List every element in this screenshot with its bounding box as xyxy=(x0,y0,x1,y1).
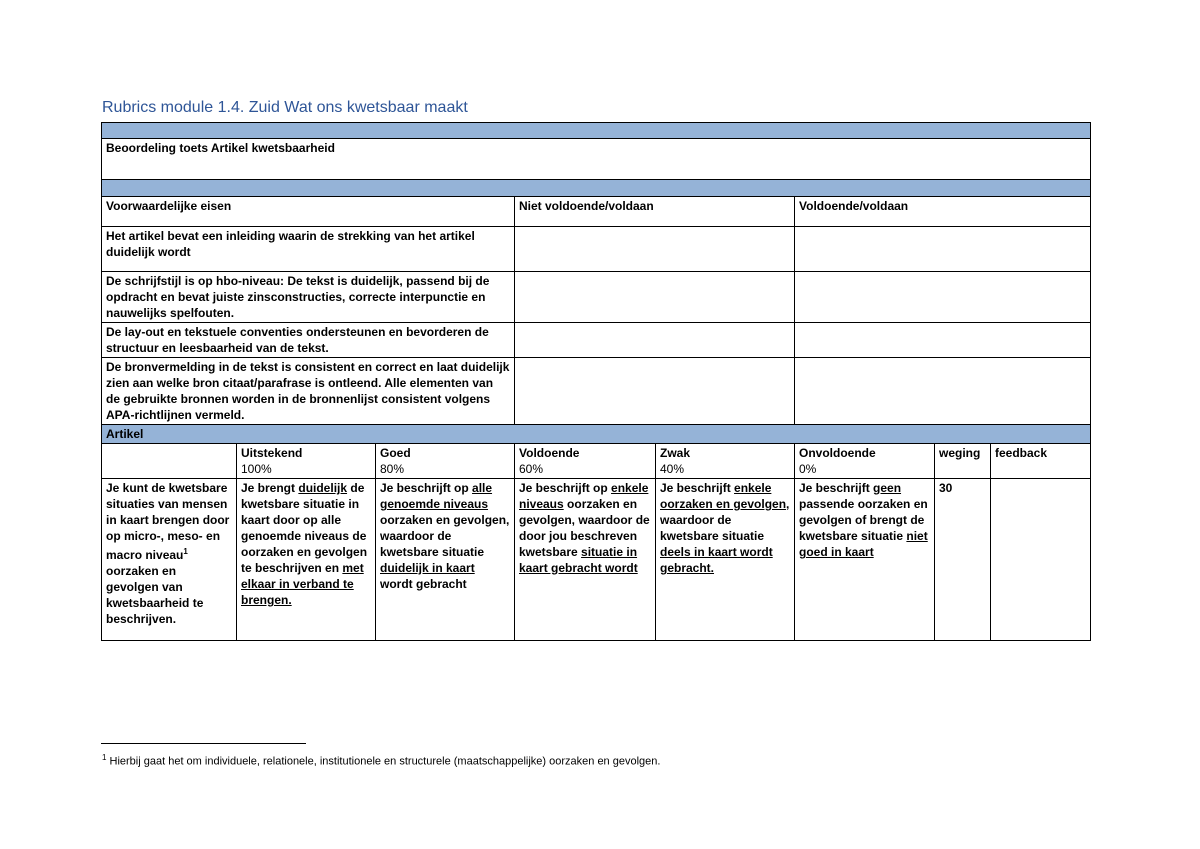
descriptor-uitstekend[interactable] xyxy=(237,479,376,641)
descriptor-text: , waardoor de kwetsbare situatie xyxy=(660,497,790,543)
requirement-text: De schrijfstijl is op hbo-niveau: De tekst is duidelijk, passend bij de opdracht en bevat juiste zinsconstructies, correcte interpunctie en nauwelijks spelfouten. xyxy=(102,272,515,323)
level-pct: 0% xyxy=(799,462,817,476)
header-band-top xyxy=(102,123,1091,139)
descriptor-zwak[interactable] xyxy=(656,479,795,641)
descriptor-emphasis: geen xyxy=(873,481,902,495)
requirement-text: Het artikel bevat een inleiding waarin de strekking van het artikel duidelijk wordt xyxy=(102,227,515,272)
descriptor-text: Je beschrijft xyxy=(660,481,735,495)
descriptor-text: Je beschrijft op xyxy=(519,481,612,495)
section-row xyxy=(102,425,1091,444)
descriptor-emphasis: enkele niveaus xyxy=(519,481,649,511)
descriptor-onvoldoende[interactable] xyxy=(795,479,935,641)
not-sufficient-cell[interactable] xyxy=(515,272,795,323)
not-sufficient-cell[interactable] xyxy=(515,358,795,425)
assessment-title: Beoordeling toets Artikel kwetsbaarheid xyxy=(102,139,1091,180)
level-pct: 60% xyxy=(519,462,544,476)
levels-header-row xyxy=(102,444,1091,479)
descriptor-emphasis: niet goed in kaart xyxy=(799,529,928,559)
assessment-title-row xyxy=(102,139,1091,180)
descriptor-emphasis: alle genoemde niveaus xyxy=(380,481,493,511)
not-sufficient-cell[interactable] xyxy=(515,227,795,272)
descriptor-emphasis: duidelijk xyxy=(298,481,348,495)
sufficient-cell[interactable] xyxy=(795,358,1091,425)
requirement-row xyxy=(102,358,1091,425)
requirements-header: Voorwaardelijke eisen xyxy=(102,197,515,227)
level-name: Goed xyxy=(380,446,411,460)
level-uitstekend xyxy=(237,444,376,479)
descriptor-text: de kwetsbare situatie in kaart door op alle genoemde niveaus de oorzaken en gevolgen te beschrijven en xyxy=(241,481,368,575)
level-name: Uitstekend xyxy=(241,446,303,460)
requirement-row xyxy=(102,227,1091,272)
section-label: Artikel xyxy=(102,425,1091,444)
feedback-header: feedback xyxy=(991,444,1091,479)
level-voldoende xyxy=(515,444,656,479)
level-goed xyxy=(376,444,515,479)
footnote-text: Hierbij gaat het om individuele, relationele, institutionele en structurele (maatschappelijke) oorzaken en gevolgen. xyxy=(106,755,661,768)
criterion-text xyxy=(102,479,237,641)
weight-value: 30 xyxy=(935,479,991,641)
descriptor-text: passende oorzaken en gevolgen of brengt de kwetsbare situatie xyxy=(799,497,928,543)
descriptor-text: wordt gebracht xyxy=(380,577,467,591)
descriptor-voldoende[interactable] xyxy=(515,479,656,641)
footnote xyxy=(102,753,660,768)
header-band-bottom xyxy=(102,180,1091,197)
descriptor-goed[interactable] xyxy=(376,479,515,641)
footnote-marker: 1 xyxy=(102,753,107,762)
descriptor-text: oorzaken en gevolgen, waardoor de door jou beschreven kwetsbare xyxy=(519,497,650,559)
level-pct: 100% xyxy=(241,462,272,476)
rubric-table xyxy=(101,122,1091,641)
level-name: Onvoldoende xyxy=(799,446,876,460)
sufficient-cell[interactable] xyxy=(795,323,1091,358)
descriptor-emphasis: situatie in kaart gebracht wordt xyxy=(519,545,638,575)
level-pct: 40% xyxy=(660,462,685,476)
descriptor-emphasis: enkele oorzaken en gevolgen xyxy=(660,481,787,511)
not-sufficient-header: Niet voldoende/voldaan xyxy=(515,197,795,227)
level-name: Zwak xyxy=(660,446,691,460)
sufficient-cell[interactable] xyxy=(795,227,1091,272)
level-pct: 80% xyxy=(380,462,405,476)
level-onvoldoende xyxy=(795,444,935,479)
descriptor-emphasis: deels in kaart wordt gebracht. xyxy=(660,545,773,575)
descriptor-text: Je beschrijft xyxy=(799,481,874,495)
page-title: Rubrics module 1.4. Zuid Wat ons kwetsbaar maakt xyxy=(102,99,468,116)
requirement-row xyxy=(102,272,1091,323)
descriptor-text: Je brengt xyxy=(241,481,299,495)
weging-header: weging xyxy=(935,444,991,479)
sufficient-header: Voldoende/voldaan xyxy=(795,197,1091,227)
requirement-row xyxy=(102,323,1091,358)
requirement-text: De bronvermelding in de tekst is consistent en correct en laat duidelijk zien aan welke bron citaat/parafrase is ontleend. Alle elementen van de gebruikte bronnen worden in de bronnenlijst consistent volgens APA-richtlijnen vermeld. xyxy=(102,358,515,425)
criterion-text-main: Je kunt de kwetsbare situaties van mensen in kaart brengen door op micro-, meso- en macro niveau xyxy=(106,481,230,562)
not-sufficient-cell[interactable] xyxy=(515,323,795,358)
criterion-row xyxy=(102,479,1091,641)
feedback-cell[interactable] xyxy=(991,479,1091,641)
level-name: Voldoende xyxy=(519,446,580,460)
descriptor-emphasis: duidelijk in kaart xyxy=(380,561,475,575)
footnote-separator xyxy=(101,743,306,744)
level-zwak xyxy=(656,444,795,479)
requirements-header-row xyxy=(102,197,1091,227)
descriptor-emphasis: met elkaar in verband te brengen. xyxy=(241,561,364,607)
criterion-text-rest: oorzaken en gevolgen van kwetsbaarheid te beschrijven. xyxy=(106,564,204,626)
descriptor-text: oorzaken en gevolgen, waardoor de kwetsbare situatie xyxy=(380,513,510,559)
requirement-text: De lay-out en tekstuele conventies ondersteunen en bevorderen de structuur en leesbaarheid van de tekst. xyxy=(102,323,515,358)
criterion-header-empty xyxy=(102,444,237,479)
sufficient-cell[interactable] xyxy=(795,272,1091,323)
footnote-ref[interactable]: 1 xyxy=(183,547,188,556)
descriptor-text: Je beschrijft op xyxy=(380,481,473,495)
